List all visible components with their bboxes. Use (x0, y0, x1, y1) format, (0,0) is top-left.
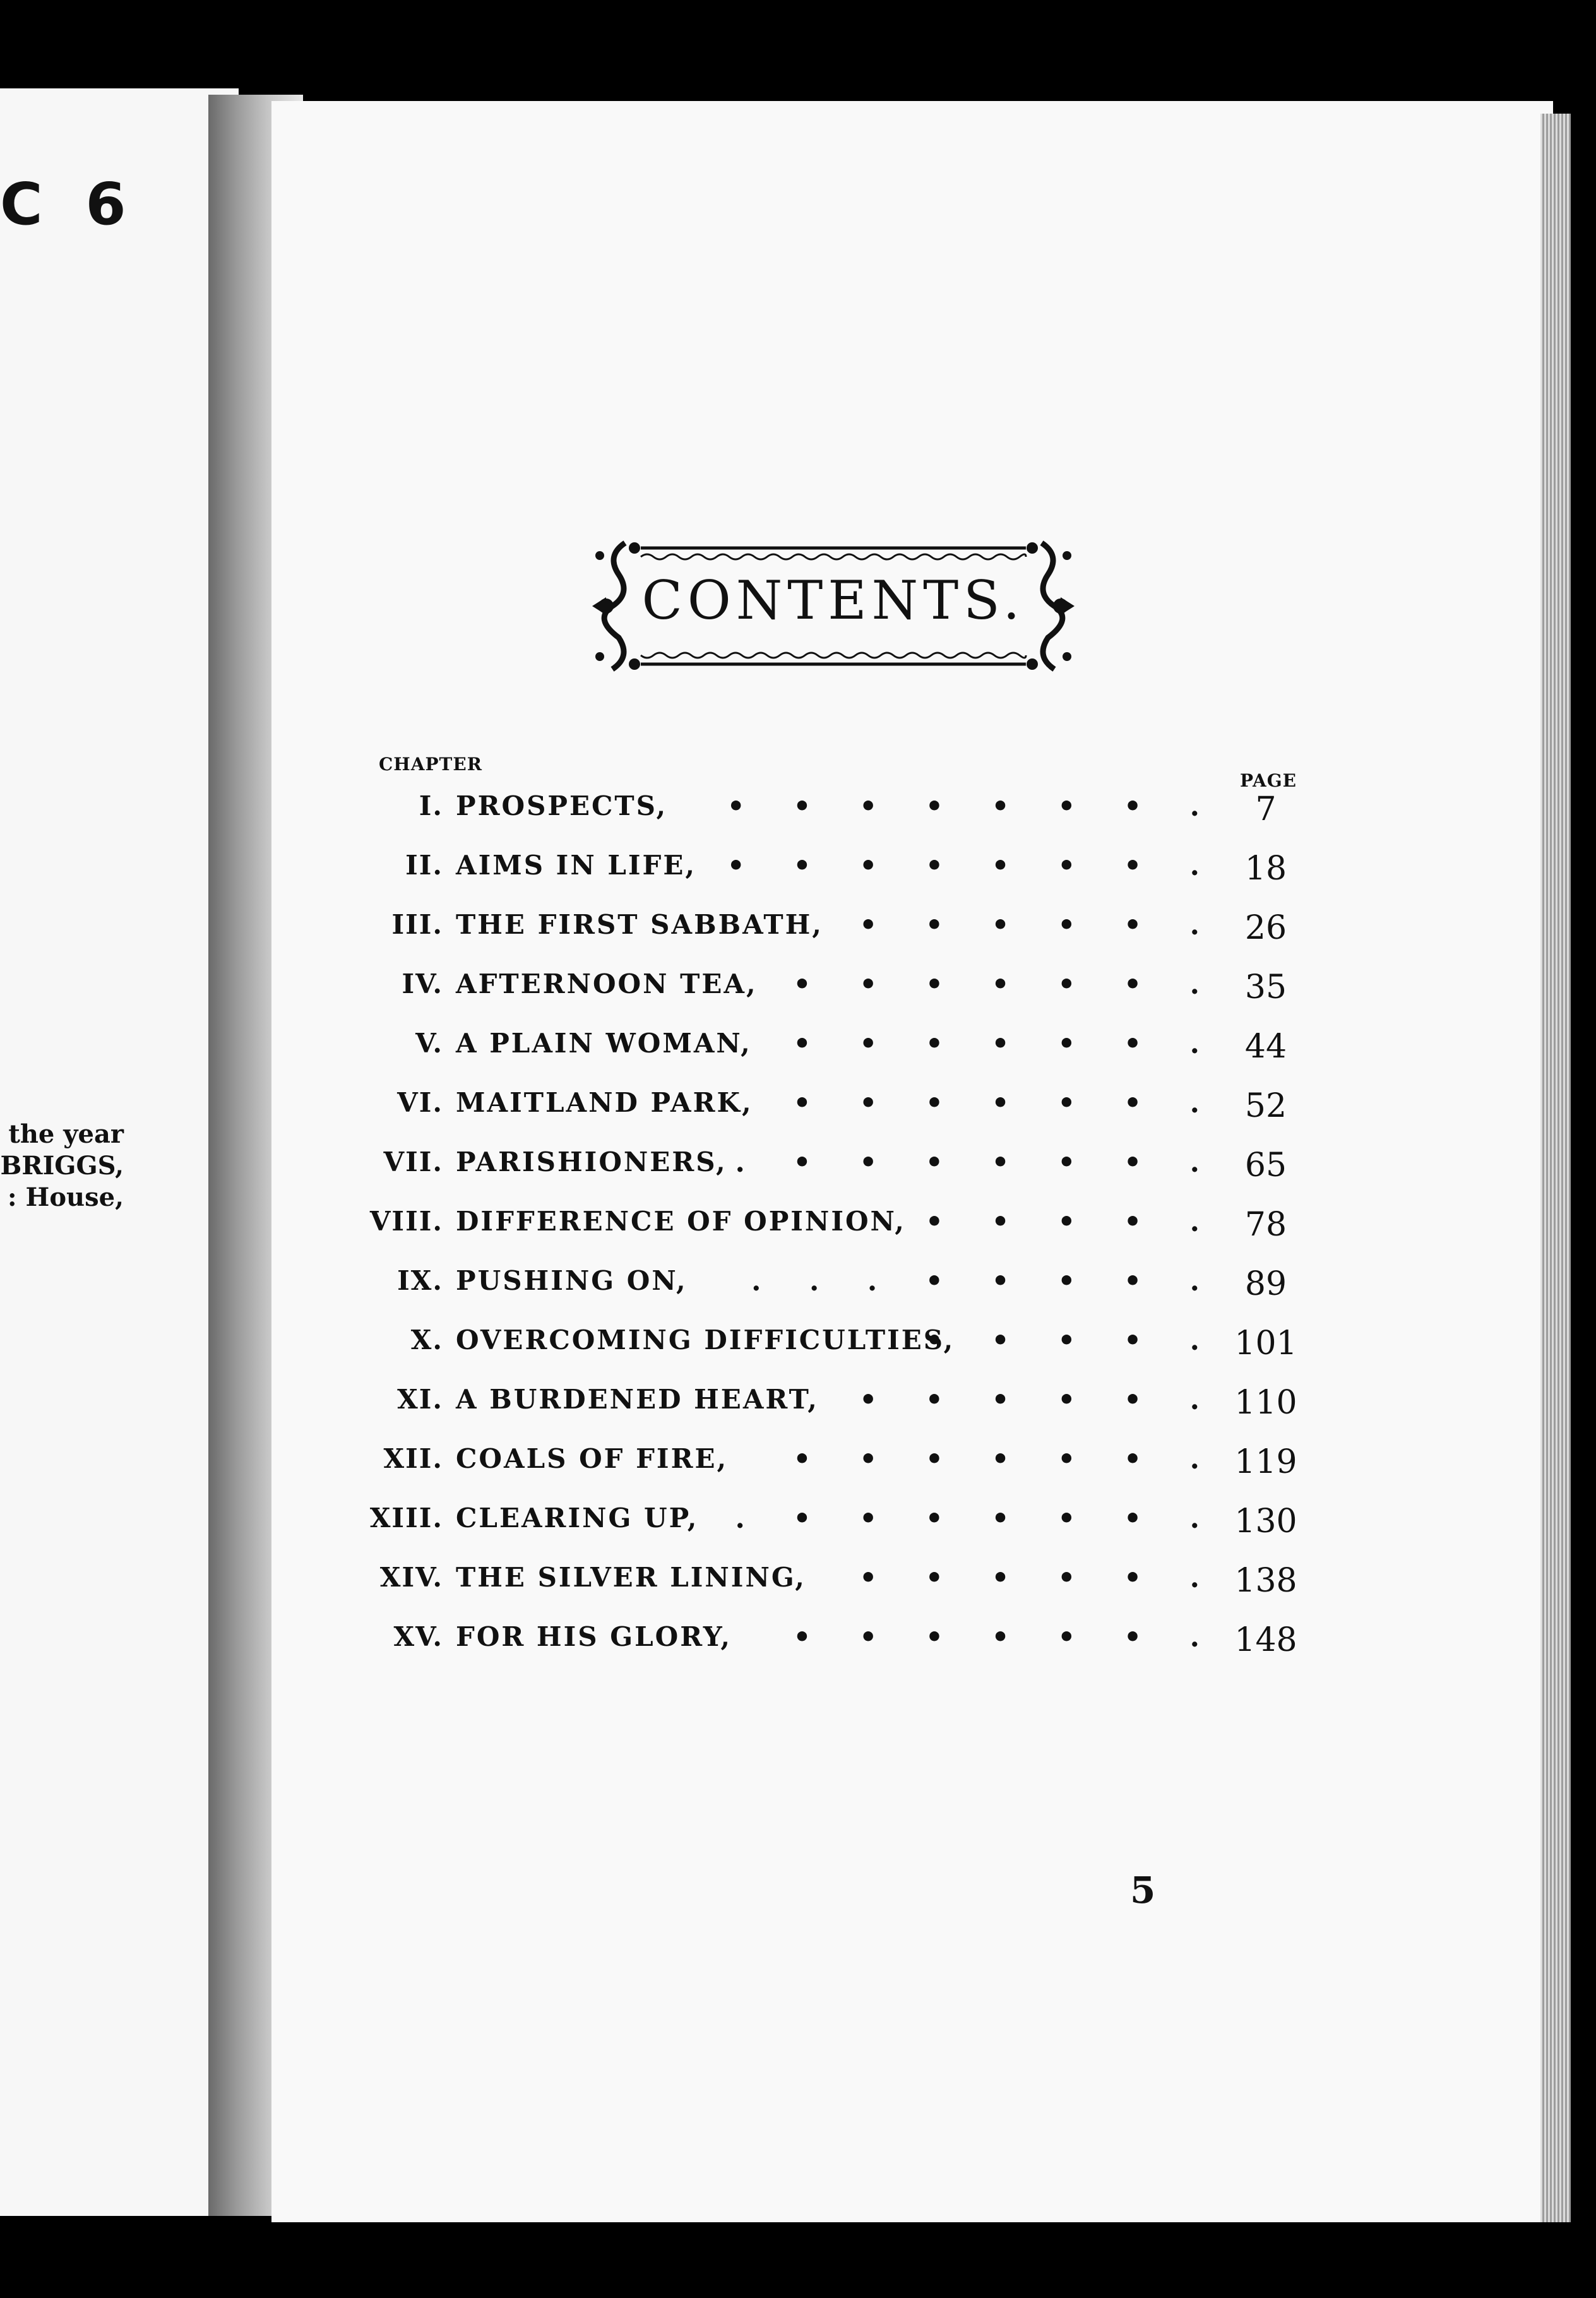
chapter-number: II. (405, 850, 443, 881)
toc-entry (0, 1325, 1596, 1375)
chapter-number: V. (415, 1028, 443, 1059)
leader-dots: • • • • • • . (793, 1443, 1200, 1475)
chapter-number: XII. (383, 1443, 443, 1474)
chapter-title: PROSPECTS, (456, 790, 668, 821)
chapter-number: III. (391, 909, 443, 940)
toc-entry (0, 1384, 1596, 1434)
leader-dots: . . . • • • • . (751, 1265, 1200, 1297)
chapter-page: 26 (1244, 909, 1287, 947)
leader-dots: • • • • • • . (793, 1028, 1200, 1060)
toc-entry (0, 1265, 1596, 1316)
leader-dots: • • • • • • . (793, 968, 1200, 1001)
leader-dots: • • • • • • • . (727, 850, 1200, 882)
chapter-column-header: CHAPTER (379, 754, 482, 775)
chapter-page: 148 (1234, 1621, 1297, 1659)
chapter-page: 7 (1255, 790, 1277, 828)
chapter-page: 52 (1244, 1087, 1287, 1125)
leader-dots: . • • • • • • . (735, 1146, 1200, 1179)
leader-dots: • • • • • • . (793, 1087, 1200, 1119)
leader-dots: . • • • • • • . (735, 1503, 1200, 1535)
chapter-page: 101 (1234, 1325, 1297, 1362)
chapter-number: IV. (402, 968, 443, 999)
toc-entry (0, 1562, 1596, 1612)
leader-dots: • • • • . (925, 1325, 1200, 1357)
chapter-title: AIMS IN LIFE, (456, 850, 696, 881)
chapter-title: MAITLAND PARK, (456, 1087, 753, 1118)
chapter-number: VI. (397, 1087, 443, 1118)
toc-entry (0, 1443, 1596, 1494)
chapter-page: 119 (1234, 1443, 1297, 1481)
chapter-title: PUSHING ON, (456, 1265, 688, 1296)
chapter-title: PARISHIONERS, (456, 1146, 727, 1177)
toc-entry (0, 909, 1596, 960)
contents-title: CONTENTS. (641, 569, 1025, 631)
chapter-title: FOR HIS GLORY, (456, 1621, 732, 1652)
chapter-title: CLEARING UP, (456, 1503, 699, 1533)
chapter-title: A PLAIN WOMAN, (456, 1028, 752, 1059)
imprint-line: : House, (7, 1182, 124, 1212)
leader-dots: • • • • • . (859, 1562, 1200, 1594)
chapter-title: AFTERNOON TEA, (456, 968, 758, 999)
toc-entry (0, 1503, 1596, 1553)
chapter-number: I. (419, 790, 443, 821)
leader-dots: • • • • • • • . (727, 790, 1200, 823)
chapter-number: XI. (397, 1384, 443, 1415)
chapter-number: XIII. (369, 1503, 443, 1533)
leader-dots: • • • • • • . (793, 1621, 1200, 1653)
chapter-title: A BURDENED HEART, (456, 1384, 819, 1415)
chapter-number: IX. (397, 1265, 443, 1296)
chapter-title: THE FIRST SABBATH, (456, 909, 823, 940)
chapter-number: VIII. (369, 1206, 443, 1237)
toc-entry (0, 790, 1596, 841)
chapter-page: 110 (1234, 1384, 1297, 1422)
corner-mark: C 6 (0, 170, 138, 238)
toc-entry (0, 1146, 1596, 1197)
chapter-page: 65 (1244, 1146, 1287, 1184)
page-number: 5 (1130, 1869, 1156, 1912)
chapter-title: THE SILVER LINING, (456, 1562, 806, 1593)
imprint-line: the year (8, 1119, 124, 1149)
imprint-line: BRIGGS, (0, 1151, 124, 1181)
chapter-number: XIV. (379, 1562, 443, 1593)
chapter-number: XV. (393, 1621, 443, 1652)
toc-entry (0, 1621, 1596, 1672)
toc-entry (0, 1206, 1596, 1256)
chapter-page: 89 (1244, 1265, 1287, 1303)
toc-entry (0, 850, 1596, 900)
toc-entry (0, 968, 1596, 1019)
chapter-page: 138 (1234, 1562, 1297, 1600)
chapter-number: VII. (383, 1146, 443, 1177)
leader-dots: • • • • • . (859, 1384, 1200, 1416)
chapter-page: 35 (1244, 968, 1287, 1006)
leader-dots: • • • • . (925, 1206, 1200, 1238)
chapter-page: 130 (1234, 1503, 1297, 1540)
chapter-page: 18 (1244, 850, 1287, 888)
chapter-number: X. (410, 1325, 443, 1355)
toc-entry (0, 1028, 1596, 1078)
page-column-header: PAGE (1240, 770, 1297, 791)
chapter-title: COALS OF FIRE, (456, 1443, 729, 1474)
chapter-page: 78 (1244, 1206, 1287, 1244)
chapter-title: DIFFERENCE OF OPINION, (456, 1206, 906, 1237)
toc-entry (0, 1087, 1596, 1138)
contents-ornamental-frame (587, 530, 1080, 682)
chapter-page: 44 (1244, 1028, 1287, 1066)
leader-dots: • • • • • . (859, 909, 1200, 941)
chapter-title: OVERCOMING DIFFICULTIES, (456, 1325, 955, 1355)
